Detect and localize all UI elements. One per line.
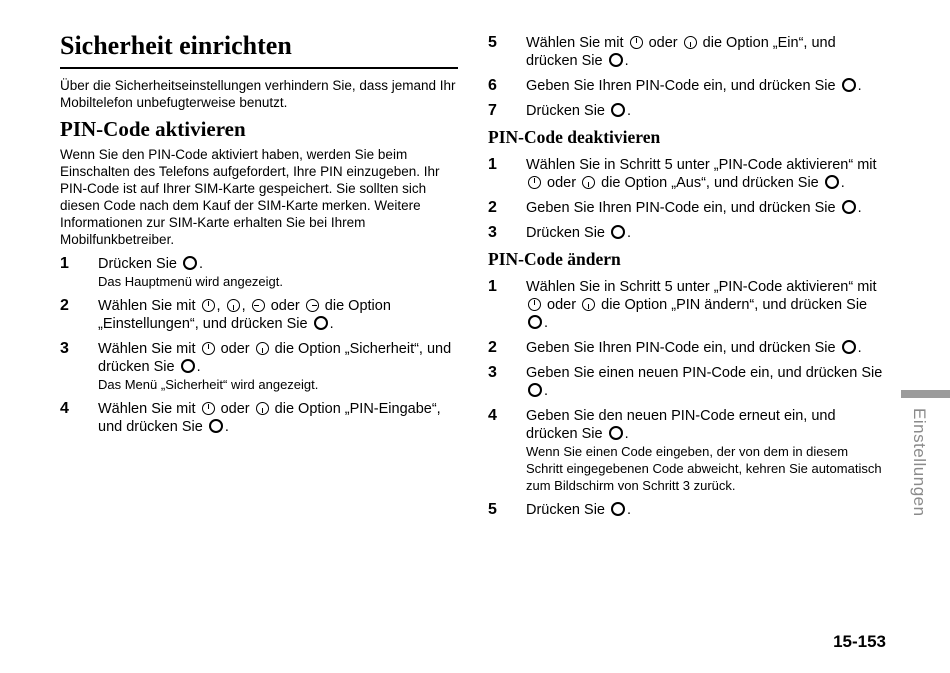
list-item: 4 Wählen Sie mit oder die Option „PIN-Eingabe“, und drücken Sie .: [60, 400, 441, 435]
nav-up-icon: [528, 298, 541, 311]
section-title-pin-change: PIN-Code ändern: [488, 249, 621, 269]
list-item: 2 Wählen Sie mit , , oder die Option „Einstellungen“, und drücken Sie .: [60, 297, 391, 332]
ok-key-icon: [825, 175, 839, 189]
ok-key-icon: [611, 103, 625, 117]
page-title: Sicherheit einrichten: [60, 31, 292, 60]
chapter-tab-label: Einstellungen: [910, 408, 929, 517]
list-item: 1 Wählen Sie in Schritt 5 unter „PIN-Code aktivieren“ mit oder die Option „PIN ändern“, und drücken Sie .: [488, 278, 877, 331]
nav-up-icon: [528, 176, 541, 189]
ok-key-icon: [842, 200, 856, 214]
title-divider: [60, 67, 458, 69]
ok-key-icon: [314, 316, 328, 330]
nav-up-icon: [202, 402, 215, 415]
ok-key-icon: [528, 315, 542, 329]
ok-key-icon: [611, 502, 625, 516]
ok-key-icon: [609, 53, 623, 67]
list-item: 7 Drücken Sie .: [488, 102, 632, 119]
nav-right-icon: [306, 299, 319, 312]
nav-down-icon: [256, 402, 269, 415]
ok-key-icon: [842, 78, 856, 92]
page-number: 15-153: [833, 632, 886, 651]
list-item: 3 Drücken Sie .: [488, 224, 632, 241]
section-title-pin-deactivate: PIN-Code deaktivieren: [488, 127, 661, 147]
nav-up-icon: [630, 36, 643, 49]
ok-key-icon: [181, 359, 195, 373]
list-item: 5 Wählen Sie mit oder die Option „Ein“, und drücken Sie .: [488, 34, 836, 69]
list-item: 3 Wählen Sie mit oder die Option „Sicherheit“, und drücken Sie . Das Menü „Sicherheit“ wird angezeigt.: [60, 340, 460, 393]
chapter-tab-marker: [901, 390, 950, 398]
list-item: 2 Geben Sie Ihren PIN-Code ein, und drücken Sie .: [488, 339, 862, 356]
nav-up-icon: [202, 299, 215, 312]
steps-activate-list: [60, 255, 460, 443]
ok-key-icon: [842, 340, 856, 354]
list-item: 3 Geben Sie einen neuen PIN-Code ein, und drücken Sie .: [488, 364, 883, 399]
step-note: Das Menü „Sicherheit“ wird angezeigt.: [98, 377, 319, 392]
ok-key-icon: [528, 383, 542, 397]
section-title-pin-activate: PIN-Code aktivieren: [60, 117, 246, 141]
nav-down-icon: [256, 342, 269, 355]
nav-down-icon: [227, 299, 240, 312]
list-item: 2 Geben Sie Ihren PIN-Code ein, und drücken Sie .: [488, 199, 862, 216]
ok-key-icon: [609, 426, 623, 440]
step-note: Wenn Sie einen Code eingeben, der von dem in diesem Schritt eingegebenen Code abweicht, kehren Sie automatisch zum Bildschirm von Schritt 3 zurück.: [526, 444, 882, 493]
ok-key-icon: [209, 419, 223, 433]
nav-down-icon: [684, 36, 697, 49]
nav-down-icon: [582, 298, 595, 311]
steps-activate-continued: [488, 34, 888, 526]
list-item: 1 Drücken Sie . Das Hauptmenü wird angezeigt.: [60, 255, 460, 290]
step-note: Das Hauptmenü wird angezeigt.: [98, 274, 283, 289]
ok-key-icon: [611, 225, 625, 239]
ok-key-icon: [183, 256, 197, 270]
nav-left-icon: [252, 299, 265, 312]
list-item: 1 Wählen Sie in Schritt 5 unter „PIN-Code aktivieren“ mit oder die Option „Aus“, und drücken Sie .: [488, 156, 877, 191]
intro-text: Über die Sicherheitseinstellungen verhindern Sie, dass jemand Ihr Mobiltelefon unbefugterweise benutzt.: [60, 78, 456, 110]
nav-down-icon: [582, 176, 595, 189]
list-item: 4 Geben Sie den neuen PIN-Code erneut ein, und drücken Sie . Wenn Sie einen Code eingeben, der von dem in diesem Schritt eingegebenen Code abweicht, kehren Sie automatisch zum Bildschirm von Schritt 3 zurück.: [488, 407, 888, 494]
list-item: 5 Drücken Sie .: [488, 501, 632, 518]
nav-up-icon: [202, 342, 215, 355]
pin-description: Wenn Sie den PIN-Code aktiviert haben, werden Sie beim Einschalten des Telefons aufgefordert, Ihre PIN einzugeben. Ihr PIN-Code ist auf Ihrer SIM-Karte gespeichert. Sie sollten sich diesen Code nach dem Kauf der SIM-Karte merken. Weitere Informationen zur SIM-Karte erhalten Sie bei Ihrem Mobilfunkbetreiber.: [60, 147, 440, 247]
list-item: 6 Geben Sie Ihren PIN-Code ein, und drücken Sie .: [488, 77, 862, 94]
